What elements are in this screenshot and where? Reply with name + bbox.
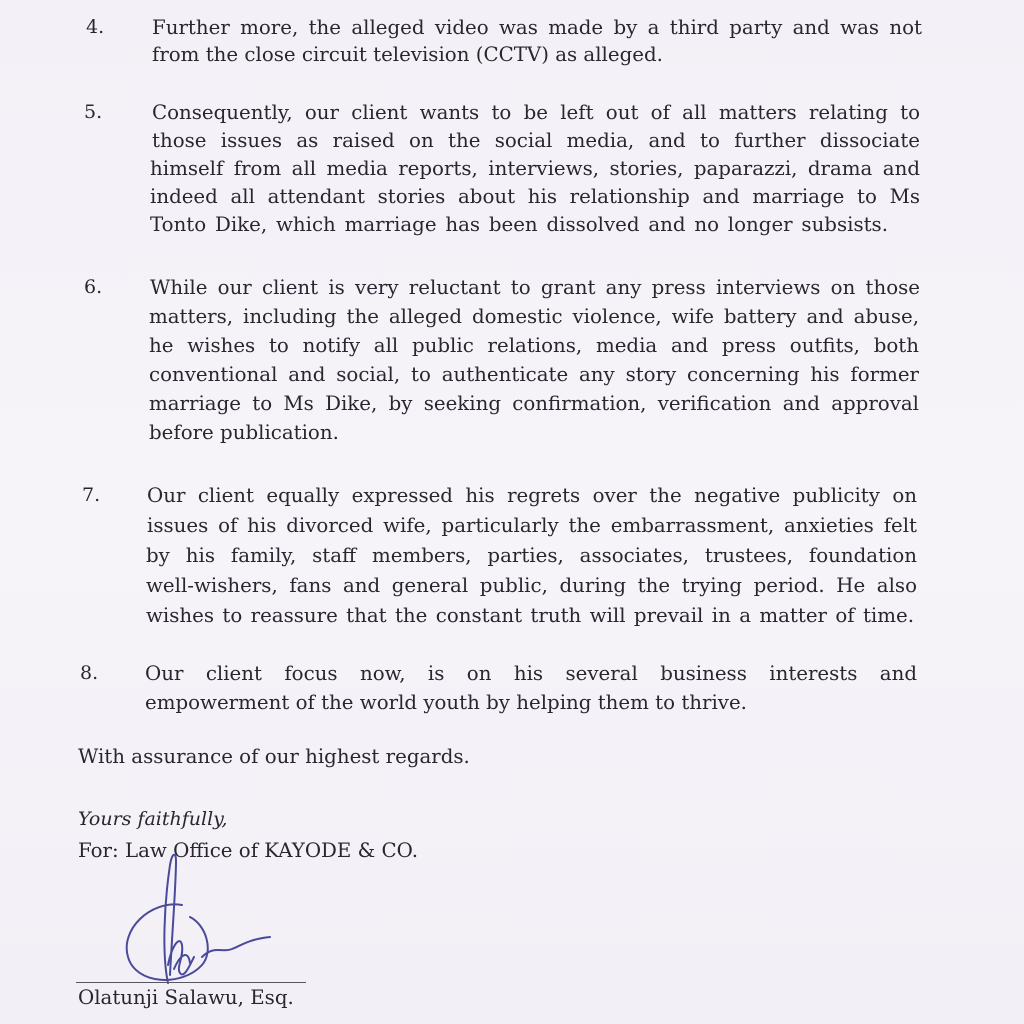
signatory-name: Olatunji Salawu, Esq.: [78, 986, 294, 1009]
item-line: matters, including the alleged domestic violence, wife battery and abuse,: [149, 305, 919, 328]
item-line: Consequently, our client wants to be left out of all matters relating to: [152, 101, 920, 124]
item-line: indeed all attendant stories about his relationship and marriage to Ms: [150, 185, 920, 208]
firm-name: For: Law Office of KAYODE & CO.: [78, 839, 418, 862]
item-line: by his family, staff members, parties, associates, trustees, foundation: [146, 544, 917, 567]
item-line: Further more, the alleged video was made by a third party and was not: [152, 16, 922, 39]
signoff: Yours faithfully,: [78, 808, 228, 830]
item-line: issues of his divorced wife, particularly the embarrassment, anxieties felt: [147, 514, 917, 537]
item-line: While our client is very reluctant to grant any press interviews on those: [150, 276, 920, 299]
item-line: well-wishers, fans and general public, during the trying period. He also: [146, 574, 917, 597]
item-line: conventional and social, to authenticate any story concerning his former: [149, 363, 919, 386]
item-line: from the close circuit television (CCTV) as alleged.: [152, 43, 663, 66]
item-number: 5.: [84, 101, 103, 123]
item-line: marriage to Ms Dike, by seeking confirmation, verification and approval: [149, 392, 919, 415]
item-line: those issues as raised on the social media, and to further dissociate: [152, 129, 920, 152]
item-line: Our client focus now, is on his several business interests and: [145, 662, 917, 685]
signature-icon: [110, 845, 300, 995]
item-line: wishes to reassure that the constant truth will prevail in a matter of time.: [146, 604, 914, 627]
item-line: Our client equally expressed his regrets over the negative publicity on: [147, 484, 917, 507]
item-line: empowerment of the world youth by helping them to thrive.: [145, 691, 747, 714]
item-line: himself from all media reports, interviews, stories, paparazzi, drama and: [150, 157, 920, 180]
item-number: 8.: [80, 662, 99, 684]
closing-line: With assurance of our highest regards.: [78, 745, 470, 768]
item-line: he wishes to notify all public relations, media and press outfits, both: [149, 334, 919, 357]
item-number: 6.: [84, 276, 103, 298]
item-line: Tonto Dike, which marriage has been dissolved and no longer subsists.: [150, 213, 888, 236]
item-line: before publication.: [149, 421, 339, 444]
item-number: 4.: [86, 16, 105, 38]
item-number: 7.: [82, 484, 101, 506]
